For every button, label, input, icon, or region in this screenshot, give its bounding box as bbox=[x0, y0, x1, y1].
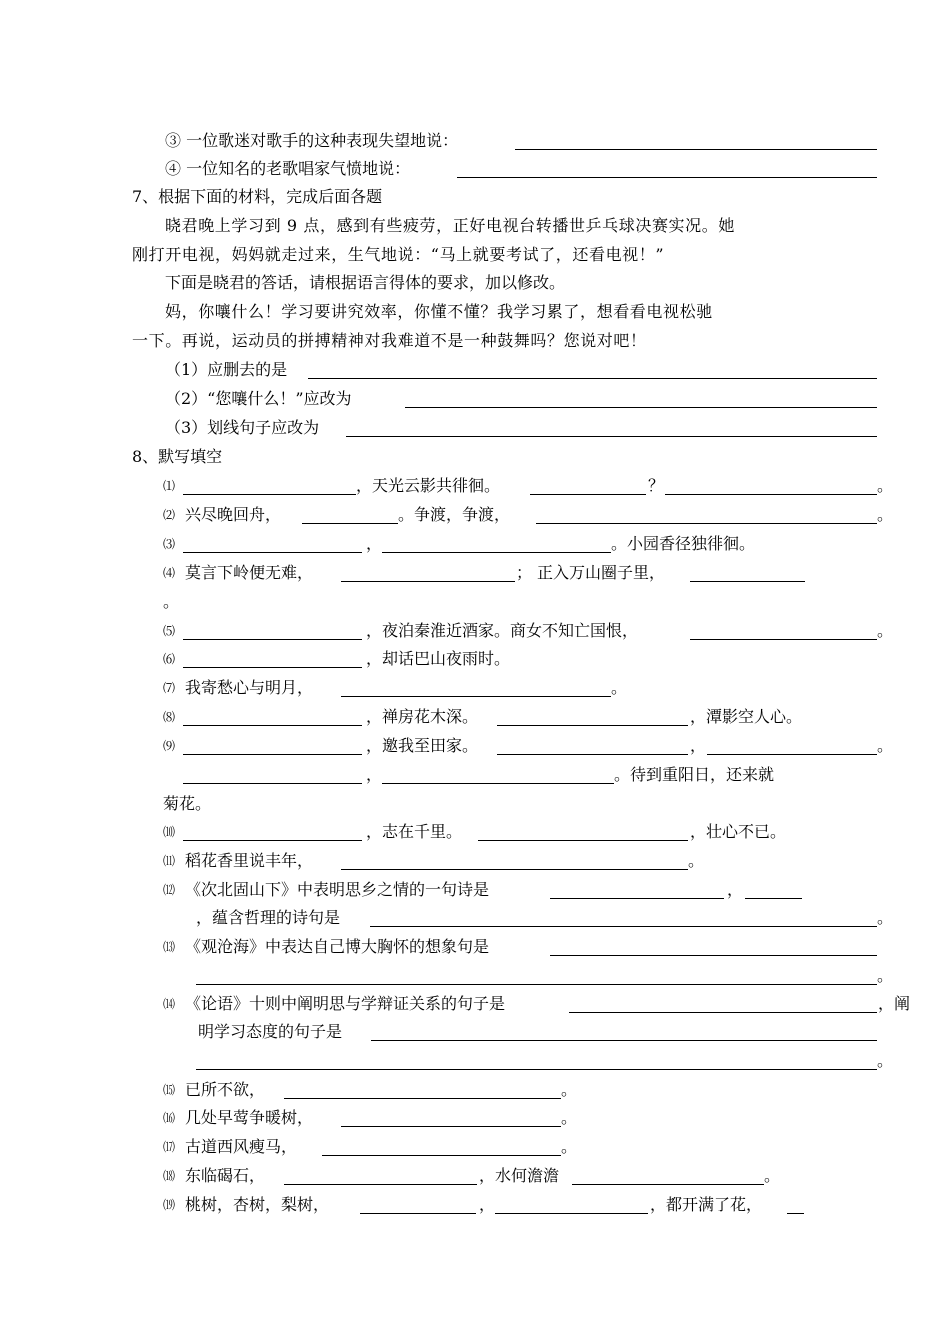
q8-title-text: 8、默写填空 bbox=[132, 447, 223, 466]
q8-item-10 bbox=[0, 819, 950, 845]
item-text: ，蕴含哲理的诗句是 bbox=[196, 908, 341, 927]
q8-item-9-cont bbox=[0, 762, 950, 788]
answer-blank[interactable] bbox=[341, 581, 515, 582]
item-text: 。 bbox=[764, 1166, 781, 1185]
item-text: ， bbox=[690, 736, 707, 755]
q8-item-2 bbox=[0, 502, 950, 528]
item-text: 古道西风瘦马， bbox=[185, 1137, 298, 1156]
item-number: ⒃ bbox=[163, 1111, 176, 1125]
item-text: 。 bbox=[163, 592, 180, 611]
q7-para1-line2 bbox=[0, 242, 950, 268]
answer-blank[interactable] bbox=[284, 1098, 561, 1099]
item-text: 。 bbox=[877, 908, 894, 927]
item-number: ⒅ bbox=[163, 1169, 176, 1183]
item-text: 《次北固山下》中表明思乡之情的一句诗是 bbox=[185, 880, 490, 899]
item-number: ⒂ bbox=[163, 1083, 176, 1097]
q8-item-9 bbox=[0, 733, 950, 759]
item-number: ⒄ bbox=[163, 1140, 176, 1154]
q8-item-4-cont bbox=[0, 589, 950, 615]
item-text: 菊花。 bbox=[163, 794, 212, 813]
item-text: 正入万山圈子里， bbox=[537, 563, 666, 582]
answer-blank[interactable] bbox=[457, 177, 877, 178]
q7-para2 bbox=[0, 270, 950, 296]
answer-blank[interactable] bbox=[302, 523, 398, 524]
item-text: ， bbox=[479, 1195, 496, 1214]
item-number: ⑵ bbox=[163, 508, 176, 522]
answer-blank[interactable] bbox=[495, 1213, 648, 1214]
answer-blank[interactable] bbox=[196, 984, 877, 985]
item-text: ，邀我至田家。 bbox=[366, 736, 479, 755]
item-text: ，都开满了花， bbox=[650, 1195, 763, 1214]
q8-item-16 bbox=[0, 1105, 950, 1131]
q6-item-4-text: ④ 一位知名的老歌唱家气愤地说： bbox=[165, 159, 411, 178]
item-text: 明学习态度的句子是 bbox=[198, 1022, 343, 1041]
item-number: ⒁ bbox=[163, 997, 176, 1011]
item-text: 。 bbox=[611, 678, 628, 697]
answer-blank[interactable] bbox=[550, 898, 724, 899]
q8-item-3 bbox=[0, 531, 950, 557]
q8-item-19 bbox=[0, 1192, 950, 1218]
item-text: 。 bbox=[877, 505, 894, 524]
q8-item-8 bbox=[0, 704, 950, 730]
item-text: ，禅房花木深。 bbox=[366, 707, 479, 726]
answer-blank[interactable] bbox=[346, 436, 877, 437]
answer-blank[interactable] bbox=[183, 494, 356, 495]
q8-item-4 bbox=[0, 560, 950, 586]
item-number: ⑾ bbox=[163, 854, 176, 868]
answer-blank[interactable] bbox=[196, 1069, 877, 1070]
q8-item-18 bbox=[0, 1163, 950, 1189]
item-text: ， bbox=[366, 534, 383, 553]
item-number: ⑺ bbox=[163, 681, 176, 695]
q7-sub3-text: （3）划线句子应改为 bbox=[165, 418, 320, 437]
item-text: 。 bbox=[561, 1108, 578, 1127]
q8-item-11 bbox=[0, 848, 950, 874]
item-text: 已所不欲， bbox=[185, 1080, 266, 1099]
answer-blank[interactable] bbox=[370, 926, 877, 927]
q8-item-7 bbox=[0, 675, 950, 701]
answer-blank[interactable] bbox=[530, 494, 646, 495]
q7-title bbox=[0, 184, 950, 210]
q8-item-14-cont2 bbox=[0, 1048, 950, 1074]
answer-blank[interactable] bbox=[707, 754, 877, 755]
answer-blank[interactable] bbox=[341, 1126, 561, 1127]
q8-item-9-cont2 bbox=[0, 791, 950, 817]
item-text: ，水何澹澹 bbox=[479, 1166, 560, 1185]
item-text: 。 bbox=[877, 1051, 894, 1070]
q7-para3-line1 bbox=[0, 299, 950, 325]
item-number: ⑻ bbox=[163, 710, 176, 724]
item-text: ，壮心不已。 bbox=[690, 822, 787, 841]
answer-blank[interactable] bbox=[787, 1213, 804, 1214]
item-text: ，阐 bbox=[878, 994, 911, 1013]
answer-blank[interactable] bbox=[690, 581, 805, 582]
answer-blank[interactable] bbox=[371, 1040, 877, 1041]
item-text: ，天光云影共徘徊。 bbox=[356, 476, 501, 495]
answer-blank[interactable] bbox=[183, 639, 362, 640]
answer-blank[interactable] bbox=[360, 1213, 476, 1214]
answer-blank[interactable] bbox=[341, 696, 611, 697]
q7-sub2 bbox=[0, 386, 950, 412]
q8-item-14-cont bbox=[0, 1019, 950, 1045]
q7-title-text: 7、根据下面的材料，完成后面各题 bbox=[132, 187, 383, 206]
q7-para1-line1-text: 晓君晚上学习到 9 点，感到有些疲劳，正好电视台转播世乒乓球决赛实况。她 bbox=[165, 216, 735, 235]
q7-para3-line1-text: 妈，你嚷什么！学习要讲究效率，你懂不懂？我学习累了，想看看电视松驰 bbox=[165, 302, 713, 321]
q8-item-5 bbox=[0, 618, 950, 644]
answer-blank[interactable] bbox=[536, 523, 877, 524]
q7-sub1 bbox=[0, 357, 950, 383]
item-text: 。 bbox=[688, 851, 705, 870]
answer-blank[interactable] bbox=[382, 783, 614, 784]
item-number: ⑶ bbox=[163, 537, 176, 551]
answer-blank[interactable] bbox=[572, 1184, 764, 1185]
item-text: ， bbox=[366, 765, 383, 784]
item-text: 我寄愁心与明月， bbox=[185, 678, 314, 697]
item-number: ⒀ bbox=[163, 940, 176, 954]
item-text: 。小园香径独徘徊。 bbox=[611, 534, 756, 553]
item-text: ， bbox=[727, 880, 744, 899]
answer-blank[interactable] bbox=[569, 1012, 877, 1013]
item-number: ⑹ bbox=[163, 652, 176, 666]
item-text: ，却话巴山夜雨时。 bbox=[366, 649, 511, 668]
q7-para2-text: 下面是晓君的答话，请根据语言得体的要求，加以修改。 bbox=[165, 273, 566, 292]
item-number: ⑴ bbox=[163, 479, 176, 493]
answer-blank[interactable] bbox=[515, 149, 877, 150]
item-number: ⑿ bbox=[163, 883, 176, 897]
answer-blank[interactable] bbox=[341, 869, 688, 870]
q8-item-6 bbox=[0, 646, 950, 672]
item-text: 《论语》十则中阐明思与学辩证关系的句子是 bbox=[185, 994, 506, 1013]
item-text: 兴尽晚回舟， bbox=[185, 505, 282, 524]
answer-blank[interactable] bbox=[382, 552, 611, 553]
q6-item-3 bbox=[0, 128, 950, 154]
answer-blank[interactable] bbox=[550, 955, 877, 956]
q8-item-12 bbox=[0, 877, 950, 903]
q8-item-13-cont bbox=[0, 963, 950, 989]
item-text: ？ bbox=[648, 476, 665, 495]
item-text: ，志在千里。 bbox=[366, 822, 463, 841]
answer-blank[interactable] bbox=[183, 754, 362, 755]
answer-blank[interactable] bbox=[497, 725, 688, 726]
answer-blank[interactable] bbox=[308, 378, 877, 379]
q8-item-12-cont bbox=[0, 905, 950, 931]
item-text: 。 bbox=[561, 1137, 578, 1156]
q7-para1-line2-text: 刚打开电视，妈妈就走过来，生气地说：“马上就要考试了，还看电视！” bbox=[132, 245, 665, 264]
q8-item-13 bbox=[0, 934, 950, 960]
item-number: ⑽ bbox=[163, 825, 176, 839]
item-text: 稻花香里说丰年， bbox=[185, 851, 314, 870]
item-number: ⒆ bbox=[163, 1198, 176, 1212]
q7-sub1-text: （1）应删去的是 bbox=[165, 360, 288, 379]
item-text: 几处早莺争暖树， bbox=[185, 1108, 314, 1127]
q6-item-3-text: ③ 一位歌迷对歌手的这种表现失望地说： bbox=[165, 131, 459, 150]
item-text: ，夜泊秦淮近酒家。商女不知亡国恨， bbox=[366, 621, 639, 640]
item-text: ； bbox=[516, 563, 533, 582]
answer-blank[interactable] bbox=[183, 667, 362, 668]
q7-para3-line2-text: 一下。再说，运动员的拼搏精神对我难道不是一种鼓舞吗？您说对吧！ bbox=[132, 331, 647, 350]
q8-title bbox=[0, 444, 950, 470]
item-text: ，潭影空人心。 bbox=[690, 707, 803, 726]
answer-blank[interactable] bbox=[745, 898, 802, 899]
answer-blank[interactable] bbox=[183, 552, 362, 553]
item-number: ⑸ bbox=[163, 624, 176, 638]
item-text: 。 bbox=[877, 476, 894, 495]
answer-blank[interactable] bbox=[497, 754, 688, 755]
answer-blank[interactable] bbox=[183, 725, 362, 726]
q6-item-4 bbox=[0, 156, 950, 182]
q7-sub2-text: （2）“您嚷什么！”应改为 bbox=[165, 389, 352, 408]
item-text: 。 bbox=[877, 736, 894, 755]
answer-blank[interactable] bbox=[183, 783, 362, 784]
item-text: 。 bbox=[877, 966, 894, 985]
item-text: 莫言下岭便无难， bbox=[185, 563, 314, 582]
answer-blank[interactable] bbox=[405, 407, 877, 408]
q7-para3-line2 bbox=[0, 328, 950, 354]
item-number: ⑼ bbox=[163, 739, 176, 753]
item-text: 《观沧海》中表达自己博大胸怀的想象句是 bbox=[185, 937, 490, 956]
item-text: 。争渡，争渡， bbox=[398, 505, 511, 524]
item-text: 。 bbox=[877, 621, 894, 640]
q7-sub3 bbox=[0, 415, 950, 441]
answer-blank[interactable] bbox=[183, 840, 362, 841]
item-text: 。 bbox=[561, 1080, 578, 1099]
item-number: ⑷ bbox=[163, 566, 176, 580]
q8-item-14 bbox=[0, 991, 950, 1017]
answer-blank[interactable] bbox=[284, 1184, 477, 1185]
answer-blank[interactable] bbox=[478, 840, 688, 841]
item-text: 。待到重阳日，还来就 bbox=[614, 765, 775, 784]
item-text: 桃树，杏树，梨树， bbox=[185, 1195, 330, 1214]
q8-item-15 bbox=[0, 1077, 950, 1103]
q7-para1-line1 bbox=[0, 213, 950, 239]
q8-item-17 bbox=[0, 1134, 950, 1160]
answer-blank[interactable] bbox=[690, 639, 877, 640]
answer-blank[interactable] bbox=[665, 494, 877, 495]
answer-blank[interactable] bbox=[322, 1155, 561, 1156]
q8-item-1 bbox=[0, 473, 950, 499]
item-text: 东临碣石， bbox=[185, 1166, 266, 1185]
